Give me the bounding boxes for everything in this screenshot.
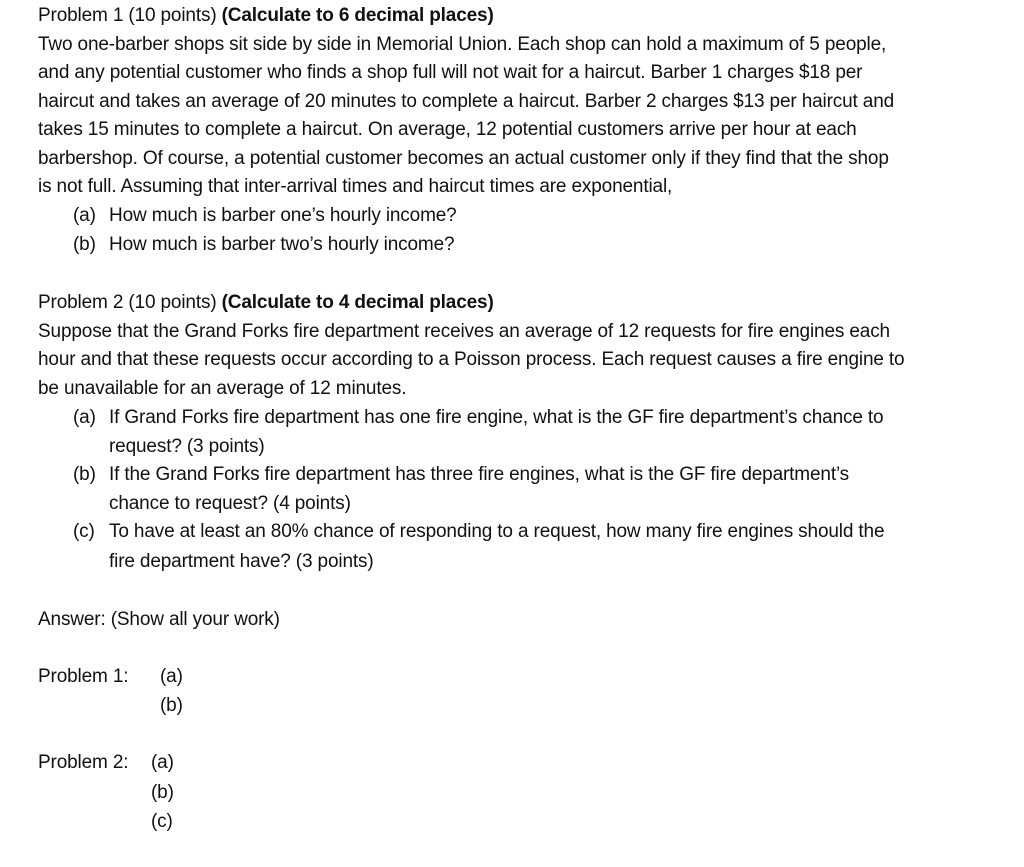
problem2-heading-bold: (Calculate to 4 decimal places) <box>221 292 494 313</box>
part-text: How much is barber two’s hourly income? <box>109 234 455 255</box>
answer-heading: Answer: (Show all your work) <box>38 609 280 630</box>
problem1-line: Two one-barber shops sit side by side in Memorial Union. Each shop can hold a maximum of 5 people, <box>38 34 887 55</box>
problem2-heading-text: Problem 2 (10 points) <box>38 292 222 313</box>
problem2-part-a-cont: request? (3 points) <box>109 436 265 457</box>
problem2-part-b <box>73 461 849 489</box>
problem2-part-a <box>73 404 883 432</box>
problem2-part-c <box>73 518 884 546</box>
problem1-heading <box>38 2 494 30</box>
problem2-part-b-cont: chance to request? (4 points) <box>109 493 351 514</box>
answer-problem2-part-a: (a) <box>151 752 174 773</box>
part-text: How much is barber one’s hourly income? <box>109 205 457 226</box>
problem1-line: barbershop. Of course, a potential customer becomes an actual customer only if they find that the shop <box>38 148 889 169</box>
problem1-line: is not full. Assuming that inter-arrival times and haircut times are exponential, <box>38 176 673 197</box>
part-label: (a) <box>73 407 96 428</box>
answer-problem1-part-a: (a) <box>160 666 183 687</box>
problem2-heading <box>38 289 494 317</box>
part-label: (b) <box>73 234 96 255</box>
problem2-part-c-cont: fire department have? (3 points) <box>109 551 374 572</box>
answer-problem1-label: Problem 1: <box>38 666 129 687</box>
problem2-line: Suppose that the Grand Forks fire department receives an average of 12 requests for fire engines each <box>38 321 890 342</box>
problem2-line: be unavailable for an average of 12 minutes. <box>38 378 407 399</box>
part-label: (a) <box>73 205 96 226</box>
problem1-line: haircut and takes an average of 20 minutes to complete a haircut. Barber 2 charges $13 per haircut and <box>38 91 895 112</box>
part-text: If the Grand Forks fire department has three fire engines, what is the GF fire department’s <box>109 464 850 485</box>
problem1-heading-text: Problem 1 (10 points) <box>38 5 222 26</box>
problem1-heading-bold: (Calculate to 6 decimal places) <box>221 5 494 26</box>
answer-problem2-label: Problem 2: <box>38 752 129 773</box>
answer-problem2-part-b: (b) <box>151 782 174 803</box>
problem1-line: and any potential customer who finds a shop full will not wait for a haircut. Barber 1 charges $18 per <box>38 62 863 83</box>
answer-problem1-part-b: (b) <box>160 695 183 716</box>
part-label: (b) <box>73 464 96 485</box>
part-text: If Grand Forks fire department has one fire engine, what is the GF fire department’s chance to <box>109 407 884 428</box>
problem2-line: hour and that these requests occur according to a Poisson process. Each request causes a fire engine to <box>38 349 905 370</box>
problem1-line: takes 15 minutes to complete a haircut. On average, 12 potential customers arrive per hour at each <box>38 119 857 140</box>
problem1-part-b <box>73 231 454 259</box>
problem1-part-a <box>73 202 457 230</box>
part-text: To have at least an 80% chance of responding to a request, how many fire engines should the <box>109 521 885 542</box>
part-label: (c) <box>73 521 95 542</box>
answer-problem2-part-c: (c) <box>151 811 173 832</box>
